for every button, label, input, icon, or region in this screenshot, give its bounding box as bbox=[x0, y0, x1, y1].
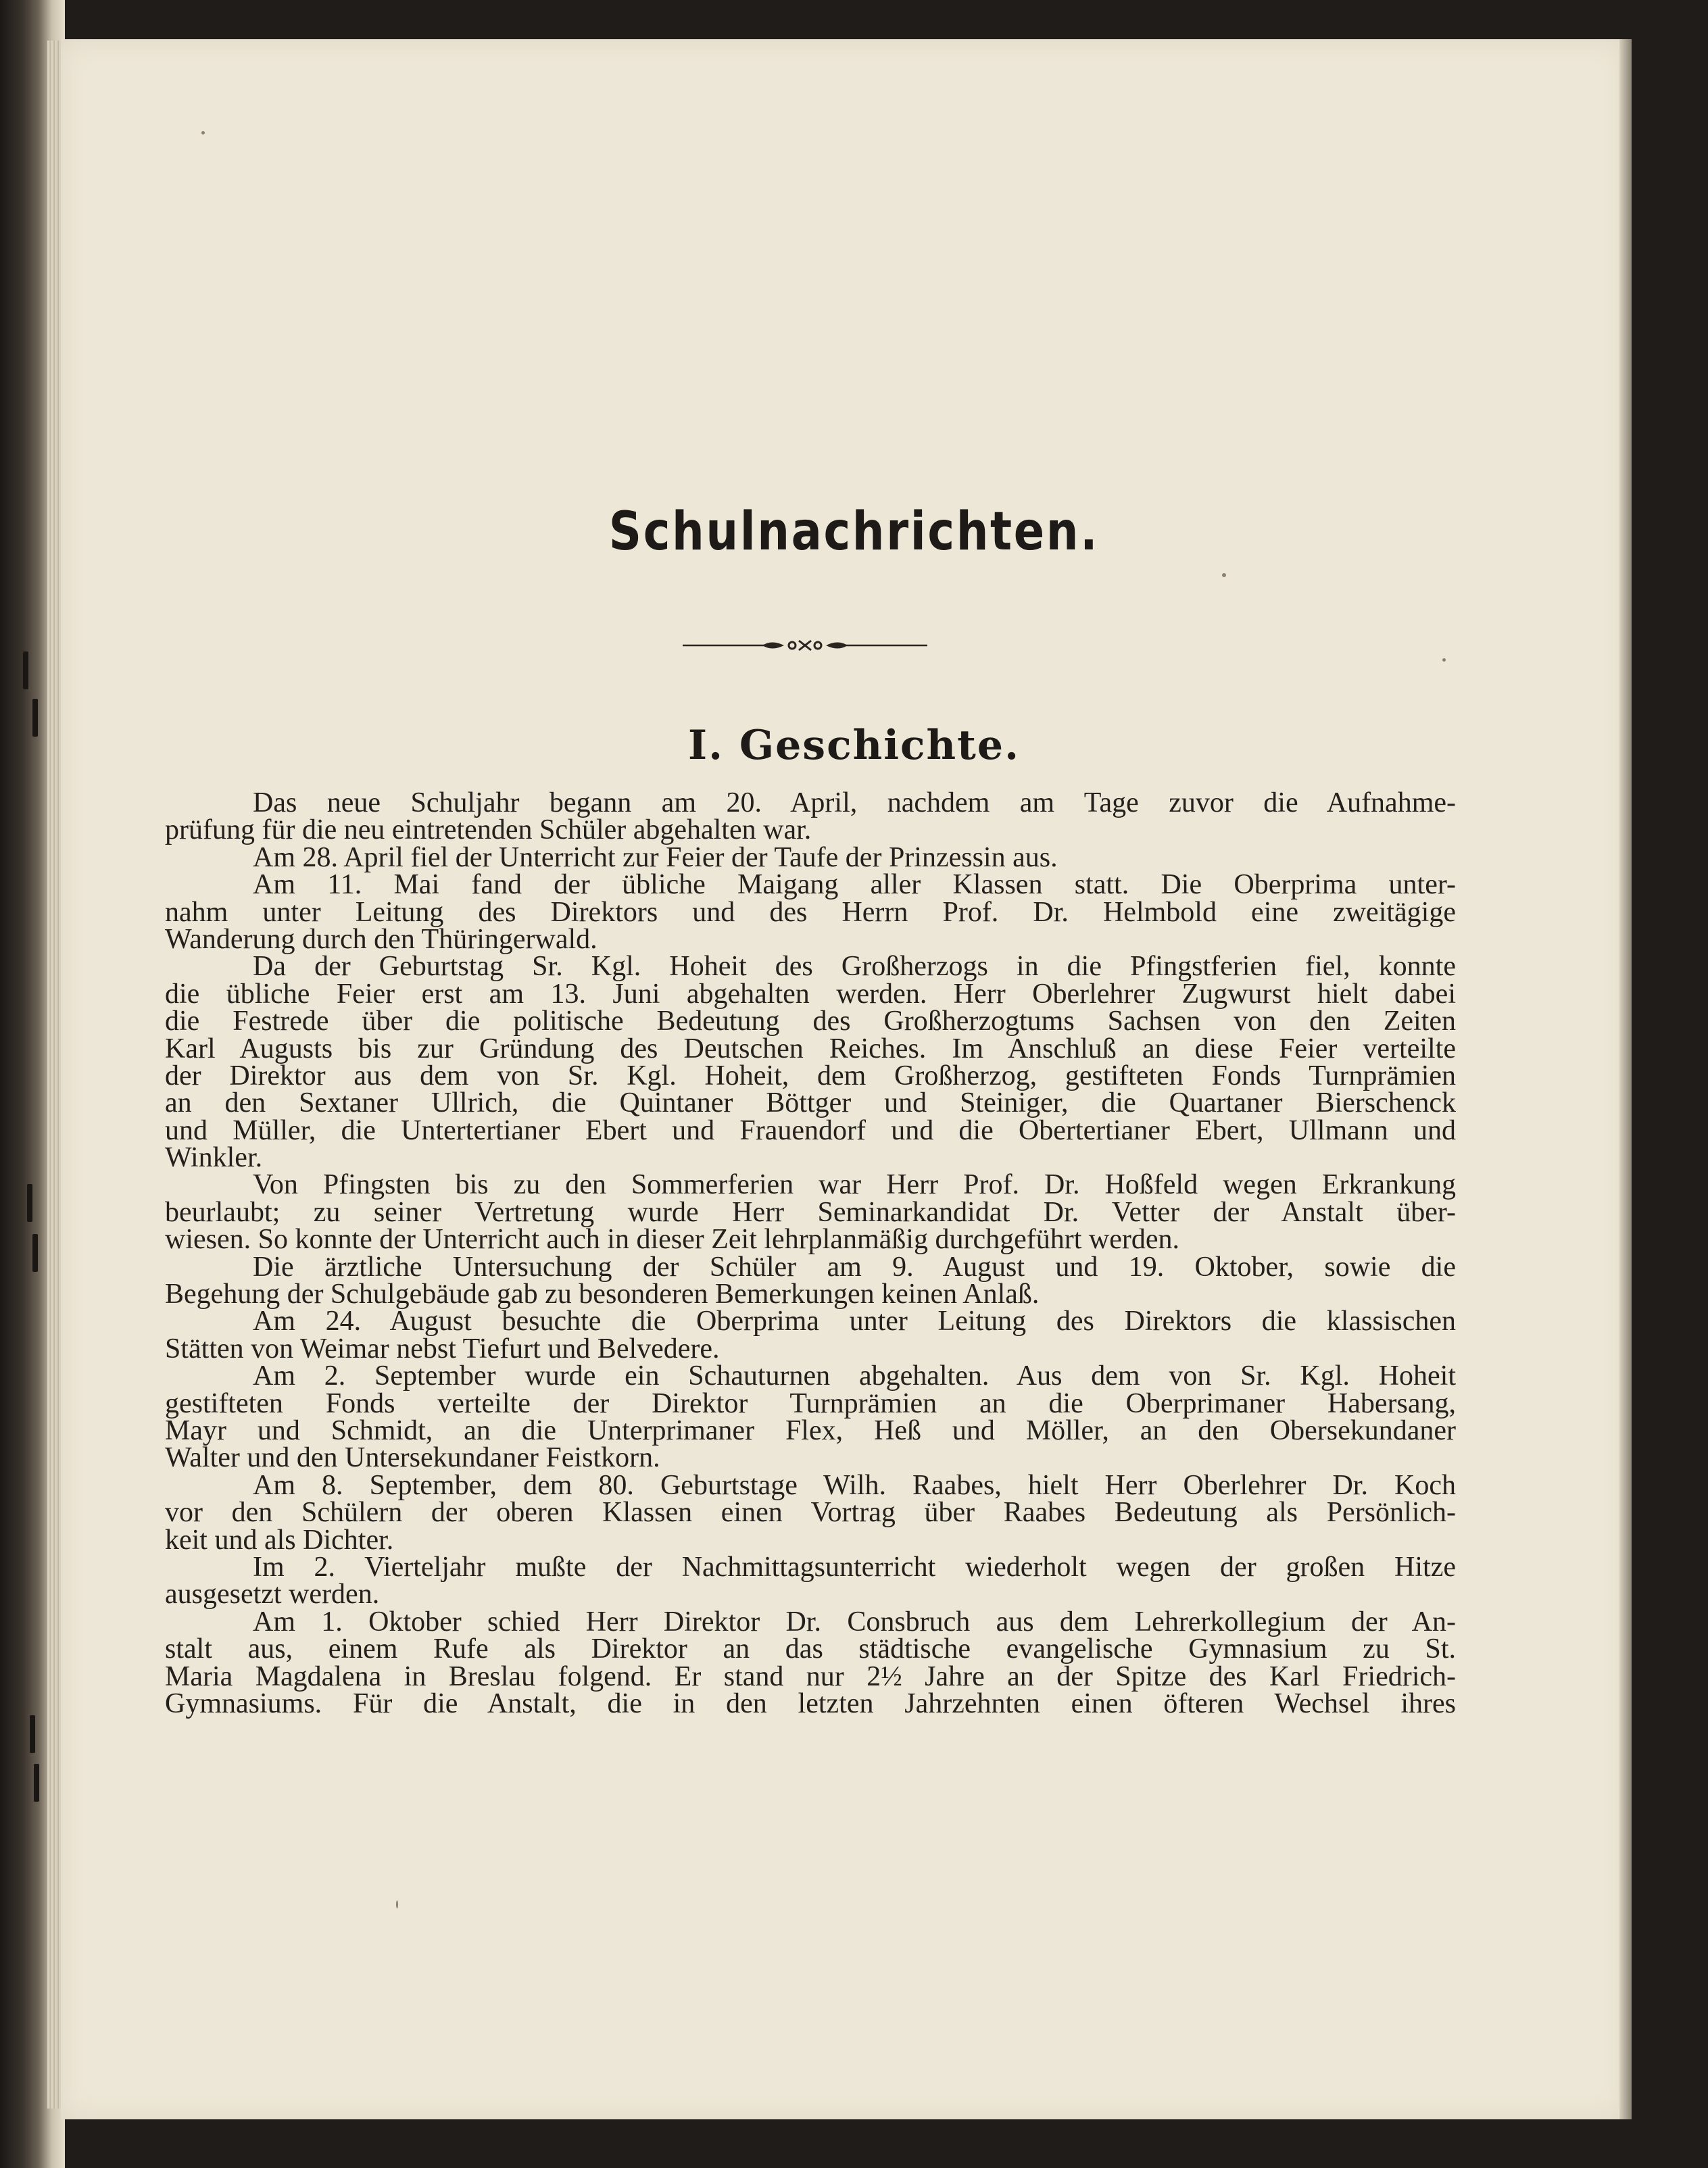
text-line: die übliche Feier erst am 13. Juni abgehalten werden. Herr Oberlehrer Zugwurst hielt dabei bbox=[165, 978, 1456, 1010]
text-line: Am 24. August besuchte die Oberprima unter Leitung des Direktors die klassischen bbox=[253, 1306, 1456, 1337]
text-line: prüfung für die neu eintretenden Schüler abgehalten war. bbox=[165, 814, 812, 846]
text-line: Wanderung durch den Thüringerwald. bbox=[165, 923, 597, 955]
text-line: Walter und den Untersekundaner Feistkorn. bbox=[165, 1442, 660, 1474]
text-line: Die ärztliche Untersuchung der Schüler am 9. August und 19. Oktober, sowie die bbox=[253, 1251, 1456, 1283]
text-line: Am 2. September wurde ein Schauturnen abgehalten. Aus dem von Sr. Kgl. Hoheit bbox=[253, 1360, 1456, 1392]
text-line: Stätten von Weimar nebst Tiefurt und Belvedere. bbox=[165, 1333, 720, 1364]
section-heading: I. Geschichte. bbox=[688, 722, 1020, 769]
binding-thread-mark bbox=[27, 1184, 32, 1222]
text-line: an den Sextaner Ullrich, die Quintaner Böttger und Steiniger, die Quartaner Bierschenck bbox=[165, 1087, 1456, 1119]
text-line: der Direktor aus dem von Sr. Kgl. Hoheit, dem Großherzog, gestifteten Fonds Turnprämien bbox=[165, 1060, 1456, 1091]
binding-thread-mark bbox=[34, 1764, 39, 1802]
binding-thread-mark bbox=[23, 651, 28, 689]
text-line: Winkler. bbox=[165, 1142, 263, 1174]
text-line: wiesen. So konnte der Unterricht auch in dieser Zeit lehrplanmäßig durchgeführt werden. bbox=[165, 1224, 1179, 1256]
text-line: Gymnasiums. Für die Anstalt, die in den letzten Jahrzehnten einen öfteren Wechsel ihres bbox=[165, 1687, 1456, 1719]
text-line: stalt aus, einem Rufe als Direktor an das städtische evangelische Gymnasium zu St. bbox=[165, 1633, 1456, 1665]
text-line: ausgesetzt werden. bbox=[165, 1579, 380, 1610]
text-line: Maria Magdalena in Breslau folgend. Er stand nur 2½ Jahre an der Spitze des Karl Friedrich- bbox=[165, 1660, 1456, 1692]
text-line: die Festrede über die politische Bedeutung des Großherzogtums Sachsen von den Zeiten bbox=[165, 1006, 1456, 1037]
text-line: Mayr und Schmidt, an die Unterprimaner Flex, Heß und Möller, an den Obersekundaner bbox=[165, 1414, 1456, 1446]
text-line: Am 1. Oktober schied Herr Direktor Dr. Consbruch aus dem Lehrerkollegium der An- bbox=[253, 1606, 1456, 1637]
body-text bbox=[165, 789, 1456, 1717]
text-line: gestifteten Fonds verteilte der Direktor Turnprämien an die Oberprimaner Habersang, bbox=[165, 1387, 1456, 1419]
text-line: Begehung der Schulgebäude gab zu besonderen Bemerkungen keinen Anlaß. bbox=[165, 1279, 1040, 1310]
paper-speck bbox=[1222, 573, 1226, 577]
text-line: Das neue Schuljahr begann am 20. April, nachdem am Tage zuvor die Aufnahme- bbox=[253, 787, 1456, 818]
paper-speck bbox=[201, 131, 205, 134]
text-line: Da der Geburtstag Sr. Kgl. Hoheit des Großherzogs in die Pfingstferien fiel, konnte bbox=[253, 951, 1456, 983]
paper-speck bbox=[1442, 658, 1446, 662]
page-right-edge bbox=[1619, 39, 1632, 2119]
divider-ornament bbox=[683, 635, 927, 656]
paper-speck bbox=[396, 1900, 398, 1908]
text-line: und Müller, die Untertertianer Ebert und Frauendorf und die Obertertianer Ebert, Ullmann und bbox=[165, 1114, 1456, 1146]
text-line: Am 28. April fiel der Unterricht zur Feier der Taufe der Prinzessin aus. bbox=[253, 841, 1058, 873]
text-line: nahm unter Leitung des Direktors und des Herrn Prof. Dr. Helmbold eine zweitägige bbox=[165, 896, 1456, 928]
text-line: beurlaubt; zu seiner Vertretung wurde Herr Seminarkandidat Dr. Vetter der Anstalt über- bbox=[165, 1196, 1456, 1228]
text-line: vor den Schülern der oberen Klassen einen Vortrag über Raabes Bedeutung als Persönlich- bbox=[165, 1497, 1456, 1529]
text-line: Am 8. September, dem 80. Geburtstage Wilh. Raabes, hielt Herr Oberlehrer Dr. Koch bbox=[253, 1469, 1456, 1501]
text-line: keit und als Dichter. bbox=[165, 1524, 394, 1556]
binding-thread-mark bbox=[30, 1715, 35, 1753]
page-edges bbox=[47, 41, 61, 2109]
text-line: Von Pfingsten bis zu den Sommerferien war Herr Prof. Dr. Hoßfeld wegen Erkrankung bbox=[253, 1169, 1456, 1201]
binding-thread-mark bbox=[32, 1234, 38, 1272]
page-title: Schulnachrichten. bbox=[608, 501, 1100, 562]
text-line: Am 11. Mai fand der übliche Maigang aller Klassen statt. Die Oberprima unter- bbox=[253, 869, 1456, 901]
text-line: Karl Augusts bis zur Gründung des Deutschen Reiches. Im Anschluß an diese Feier verteilte bbox=[165, 1033, 1456, 1064]
text-line: Im 2. Vierteljahr mußte der Nachmittagsunterricht wiederholt wegen der großen Hitze bbox=[253, 1551, 1456, 1583]
